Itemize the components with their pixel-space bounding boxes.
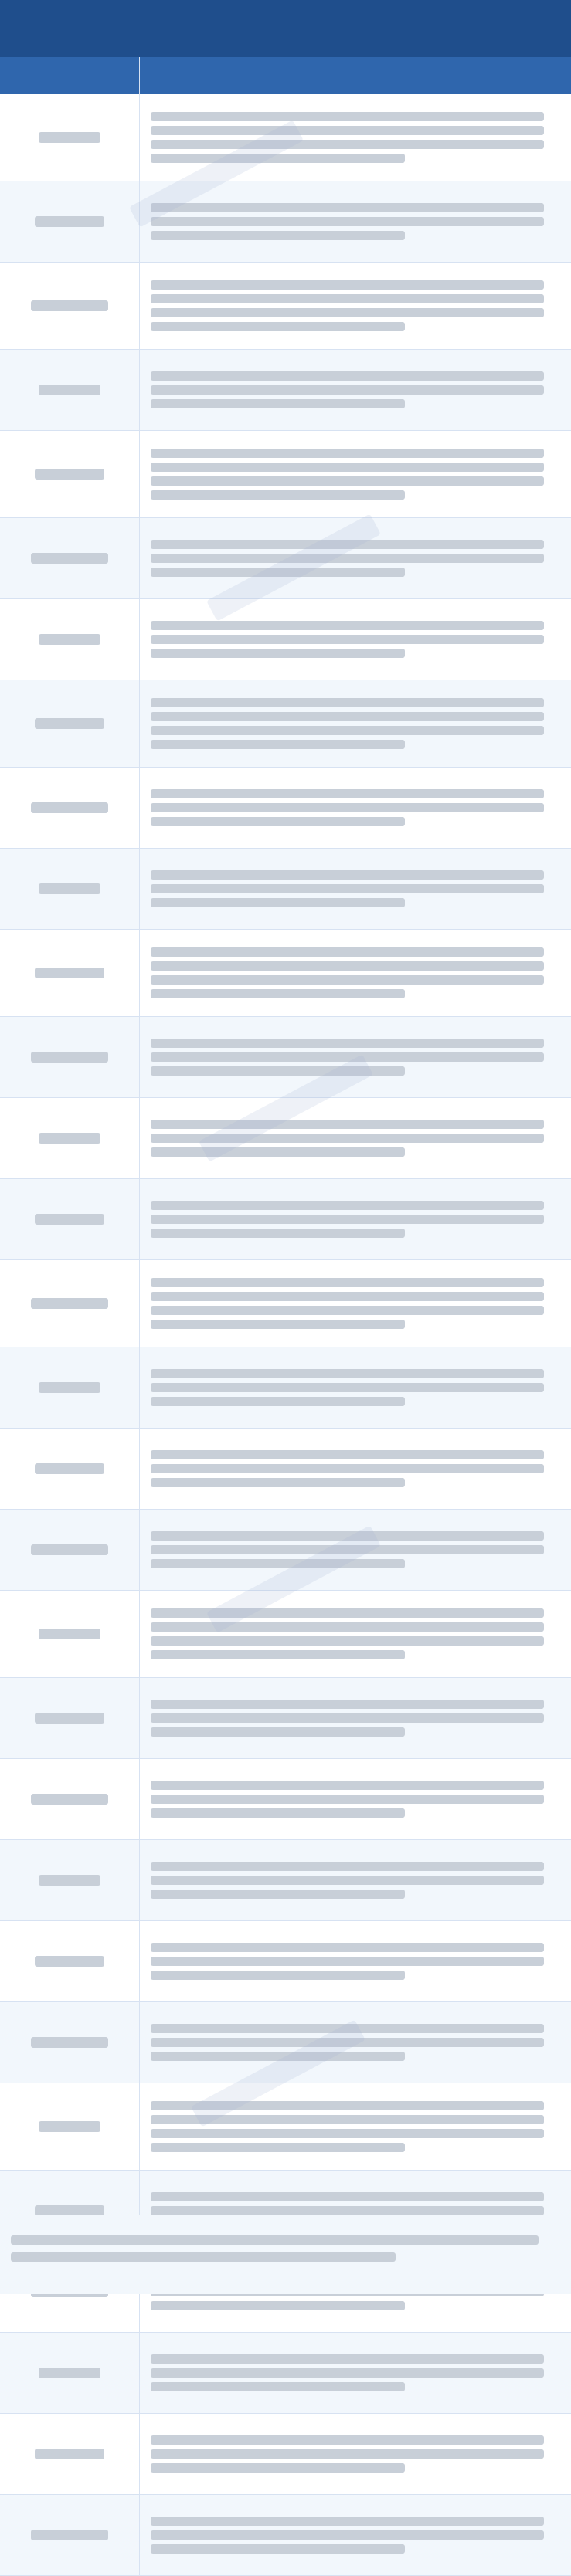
table-row bbox=[0, 1098, 571, 1179]
status-text-placeholder bbox=[151, 2431, 560, 2477]
status-text-line bbox=[151, 975, 544, 985]
table-row bbox=[0, 431, 571, 518]
status-text-line bbox=[151, 1781, 544, 1790]
province-cell bbox=[0, 2414, 140, 2494]
status-text-line bbox=[151, 2038, 544, 2047]
province-cell bbox=[0, 599, 140, 680]
status-text-line bbox=[151, 540, 544, 549]
status-text-line bbox=[151, 294, 544, 303]
status-text-line bbox=[151, 1320, 405, 1329]
table-row bbox=[0, 1347, 571, 1429]
status-text-line bbox=[151, 698, 544, 707]
province-name bbox=[35, 1956, 104, 1967]
status-text-placeholder bbox=[151, 107, 560, 168]
table-header-row bbox=[0, 57, 571, 94]
status-cell bbox=[140, 2495, 571, 2575]
table-row bbox=[0, 1678, 571, 1759]
status-text-line bbox=[151, 1943, 544, 1952]
footer-line-2 bbox=[11, 2252, 396, 2262]
status-text-line bbox=[151, 1636, 544, 1646]
status-text-line bbox=[151, 2301, 405, 2310]
status-text-line bbox=[151, 1147, 405, 1157]
table-row bbox=[0, 1429, 571, 1510]
status-text-line bbox=[151, 280, 544, 290]
status-text-line bbox=[151, 554, 544, 563]
status-text-placeholder bbox=[151, 2019, 560, 2066]
status-text-placeholder bbox=[151, 1115, 560, 1161]
status-text-line bbox=[151, 154, 405, 163]
status-text-line bbox=[151, 2517, 544, 2526]
status-cell bbox=[140, 1429, 571, 1509]
status-cell bbox=[140, 1591, 571, 1677]
status-text-line bbox=[151, 2544, 405, 2554]
status-text-line bbox=[151, 1229, 405, 1238]
footer-notes bbox=[0, 2215, 571, 2294]
status-text-placeholder bbox=[151, 276, 560, 336]
status-text-placeholder bbox=[151, 535, 560, 581]
status-text-line bbox=[151, 1450, 544, 1459]
status-text-line bbox=[151, 1306, 544, 1315]
status-text-line bbox=[151, 2143, 405, 2152]
status-text-placeholder bbox=[151, 2350, 560, 2396]
status-text-placeholder bbox=[151, 1857, 560, 1903]
status-text-line bbox=[151, 947, 544, 957]
status-text-line bbox=[151, 490, 405, 500]
status-text-line bbox=[151, 2435, 544, 2445]
status-text-line bbox=[151, 1464, 544, 1473]
province-name bbox=[31, 1052, 108, 1063]
status-text-line bbox=[151, 1795, 544, 1804]
status-text-line bbox=[151, 371, 544, 381]
status-cell bbox=[140, 1260, 571, 1347]
column-header-status bbox=[140, 57, 571, 94]
table-row bbox=[0, 930, 571, 1017]
table-row bbox=[0, 1840, 571, 1921]
status-cell bbox=[140, 1179, 571, 1259]
province-cell bbox=[0, 94, 140, 181]
status-cell bbox=[140, 431, 571, 517]
province-cell bbox=[0, 1098, 140, 1178]
status-text-line bbox=[151, 1971, 405, 1980]
status-text-placeholder bbox=[151, 1604, 560, 1664]
table-row bbox=[0, 1179, 571, 1260]
status-text-line bbox=[151, 2463, 405, 2473]
province-name bbox=[35, 1713, 104, 1724]
province-name bbox=[39, 2368, 100, 2378]
table-row bbox=[0, 2002, 571, 2083]
status-text-placeholder bbox=[151, 1776, 560, 1822]
province-name bbox=[39, 385, 100, 395]
table-row bbox=[0, 518, 571, 599]
status-text-line bbox=[151, 568, 405, 577]
status-cell bbox=[140, 768, 571, 848]
status-cell bbox=[140, 680, 571, 767]
status-text-line bbox=[151, 140, 544, 149]
status-text-line bbox=[151, 1713, 544, 1723]
province-cell bbox=[0, 1017, 140, 1097]
status-text-placeholder bbox=[151, 943, 560, 1003]
status-text-line bbox=[151, 817, 405, 826]
table-row bbox=[0, 350, 571, 431]
province-cell bbox=[0, 1429, 140, 1509]
province-name bbox=[39, 132, 100, 143]
status-text-line bbox=[151, 463, 544, 472]
province-name bbox=[31, 553, 108, 564]
status-text-line bbox=[151, 1369, 544, 1378]
province-name bbox=[39, 883, 100, 894]
status-text-placeholder bbox=[151, 367, 560, 413]
status-text-line bbox=[151, 399, 405, 408]
status-text-line bbox=[151, 203, 544, 212]
province-name bbox=[39, 1875, 100, 1886]
status-cell bbox=[140, 1017, 571, 1097]
status-text-placeholder bbox=[151, 1364, 560, 1411]
province-cell bbox=[0, 1921, 140, 2001]
status-text-line bbox=[151, 126, 544, 135]
status-cell bbox=[140, 2083, 571, 2170]
status-text-line bbox=[151, 989, 405, 998]
table-row bbox=[0, 1510, 571, 1591]
status-text-line bbox=[151, 1727, 405, 1737]
status-text-line bbox=[151, 1622, 544, 1632]
footer-line-1 bbox=[11, 2235, 539, 2245]
status-text-line bbox=[151, 1201, 544, 1210]
province-name bbox=[31, 2037, 108, 2048]
status-text-placeholder bbox=[151, 2512, 560, 2558]
table-row bbox=[0, 1260, 571, 1347]
status-text-line bbox=[151, 1808, 405, 1818]
status-text-line bbox=[151, 2024, 544, 2033]
status-text-line bbox=[151, 2192, 544, 2201]
province-name bbox=[39, 1133, 100, 1144]
status-text-line bbox=[151, 112, 544, 121]
province-name bbox=[39, 1382, 100, 1393]
province-name bbox=[35, 718, 104, 729]
table-row bbox=[0, 1591, 571, 1678]
status-cell bbox=[140, 1678, 571, 1758]
status-cell bbox=[140, 181, 571, 262]
province-cell bbox=[0, 1260, 140, 1347]
status-text-line bbox=[151, 1957, 544, 1966]
status-cell bbox=[140, 350, 571, 430]
status-text-placeholder bbox=[151, 866, 560, 912]
status-text-line bbox=[151, 1478, 405, 1487]
page-title bbox=[0, 0, 571, 57]
status-text-line bbox=[151, 1120, 544, 1129]
status-text-line bbox=[151, 322, 405, 331]
province-name bbox=[35, 968, 104, 978]
table-row bbox=[0, 1017, 571, 1098]
status-text-line bbox=[151, 1039, 544, 1048]
status-text-line bbox=[151, 621, 544, 630]
status-text-line bbox=[151, 649, 405, 658]
status-text-placeholder bbox=[151, 1938, 560, 1985]
province-cell bbox=[0, 2333, 140, 2413]
table-row bbox=[0, 94, 571, 181]
province-name bbox=[35, 2449, 104, 2459]
status-text-line bbox=[151, 1862, 544, 1871]
status-text-line bbox=[151, 2115, 544, 2124]
status-text-line bbox=[151, 2354, 544, 2364]
status-cell bbox=[140, 1347, 571, 1428]
status-text-line bbox=[151, 1066, 405, 1076]
status-text-line bbox=[151, 1278, 544, 1287]
status-text-placeholder bbox=[151, 1273, 560, 1334]
table-row bbox=[0, 849, 571, 930]
status-text-line bbox=[151, 1531, 544, 1541]
status-text-line bbox=[151, 1134, 544, 1143]
status-text-placeholder bbox=[151, 693, 560, 754]
status-text-line bbox=[151, 217, 544, 226]
status-cell bbox=[140, 1510, 571, 1590]
status-text-line bbox=[151, 2530, 544, 2540]
province-cell bbox=[0, 2495, 140, 2575]
status-text-placeholder bbox=[151, 1196, 560, 1242]
status-text-line bbox=[151, 2129, 544, 2138]
province-name bbox=[31, 2530, 108, 2540]
status-text-line bbox=[151, 1397, 405, 1406]
status-text-line bbox=[151, 712, 544, 721]
table-row bbox=[0, 181, 571, 263]
status-text-line bbox=[151, 1890, 405, 1899]
province-cell bbox=[0, 181, 140, 262]
status-text-line bbox=[151, 1608, 544, 1618]
province-cell bbox=[0, 2002, 140, 2083]
status-text-line bbox=[151, 1052, 544, 1062]
status-cell bbox=[140, 599, 571, 680]
status-cell bbox=[140, 2333, 571, 2413]
status-text-line bbox=[151, 308, 544, 317]
status-cell bbox=[140, 849, 571, 929]
table-row bbox=[0, 2495, 571, 2576]
province-name bbox=[39, 634, 100, 645]
status-text-line bbox=[151, 385, 544, 395]
status-text-line bbox=[151, 1383, 544, 1392]
table-row bbox=[0, 2083, 571, 2171]
status-text-placeholder bbox=[151, 2096, 560, 2157]
status-text-line bbox=[151, 476, 544, 486]
table-row bbox=[0, 1759, 571, 1840]
province-cell bbox=[0, 680, 140, 767]
status-text-line bbox=[151, 1700, 544, 1709]
province-cell bbox=[0, 518, 140, 598]
province-name bbox=[31, 1794, 108, 1805]
status-text-line bbox=[151, 1559, 405, 1568]
province-cell bbox=[0, 849, 140, 929]
province-name bbox=[31, 300, 108, 311]
status-text-line bbox=[151, 1292, 544, 1301]
status-table bbox=[0, 57, 571, 2576]
status-text-placeholder bbox=[151, 785, 560, 831]
province-name bbox=[39, 1629, 100, 1639]
status-text-line bbox=[151, 2101, 544, 2110]
status-text-line bbox=[151, 870, 544, 880]
status-text-line bbox=[151, 1545, 544, 1554]
status-text-placeholder bbox=[151, 444, 560, 504]
table-row bbox=[0, 768, 571, 849]
province-cell bbox=[0, 1510, 140, 1590]
province-name bbox=[39, 2121, 100, 2132]
province-cell bbox=[0, 2083, 140, 2170]
status-text-line bbox=[151, 231, 405, 240]
status-cell bbox=[140, 930, 571, 1016]
status-text-line bbox=[151, 1876, 544, 1885]
status-text-placeholder bbox=[151, 1695, 560, 1741]
status-cell bbox=[140, 1759, 571, 1839]
status-cell bbox=[140, 2414, 571, 2494]
status-text-line bbox=[151, 803, 544, 812]
table-row bbox=[0, 2414, 571, 2495]
province-name bbox=[31, 1298, 108, 1309]
province-name bbox=[35, 1214, 104, 1225]
status-text-line bbox=[151, 898, 405, 907]
province-cell bbox=[0, 768, 140, 848]
status-cell bbox=[140, 1098, 571, 1178]
province-cell bbox=[0, 263, 140, 349]
table-row bbox=[0, 1921, 571, 2002]
province-cell bbox=[0, 1678, 140, 1758]
province-name bbox=[35, 216, 104, 227]
province-name bbox=[31, 1544, 108, 1555]
status-cell bbox=[140, 1921, 571, 2001]
province-name bbox=[35, 469, 104, 480]
province-cell bbox=[0, 350, 140, 430]
status-text-line bbox=[151, 1215, 544, 1224]
table-row bbox=[0, 680, 571, 768]
province-cell bbox=[0, 1840, 140, 1920]
province-cell bbox=[0, 930, 140, 1016]
status-text-placeholder bbox=[151, 1034, 560, 1080]
status-cell bbox=[140, 94, 571, 181]
status-text-line bbox=[151, 884, 544, 893]
status-text-line bbox=[151, 635, 544, 644]
table-row bbox=[0, 2333, 571, 2414]
province-name bbox=[35, 1463, 104, 1474]
table-row bbox=[0, 263, 571, 350]
province-cell bbox=[0, 1591, 140, 1677]
status-text-line bbox=[151, 1650, 405, 1659]
table-body bbox=[0, 94, 571, 2576]
status-text-line bbox=[151, 961, 544, 971]
status-text-line bbox=[151, 726, 544, 735]
status-cell bbox=[140, 263, 571, 349]
status-text-line bbox=[151, 2449, 544, 2459]
province-cell bbox=[0, 1347, 140, 1428]
status-text-placeholder bbox=[151, 198, 560, 245]
status-text-placeholder bbox=[151, 1446, 560, 1492]
status-text-placeholder bbox=[151, 616, 560, 663]
footer-wrap bbox=[0, 2215, 571, 2282]
status-text-line bbox=[151, 789, 544, 798]
status-text-line bbox=[151, 740, 405, 749]
province-cell bbox=[0, 1759, 140, 1839]
province-cell bbox=[0, 431, 140, 517]
status-text-line bbox=[151, 2368, 544, 2378]
status-cell bbox=[140, 518, 571, 598]
status-cell bbox=[140, 2002, 571, 2083]
status-text-placeholder bbox=[151, 1527, 560, 1573]
column-header-province bbox=[0, 57, 140, 94]
status-cell bbox=[140, 1840, 571, 1920]
status-text-line bbox=[151, 449, 544, 458]
status-text-line bbox=[151, 2382, 405, 2391]
status-text-line bbox=[151, 2052, 405, 2061]
province-name bbox=[31, 802, 108, 813]
table-row bbox=[0, 599, 571, 680]
province-cell bbox=[0, 1179, 140, 1259]
